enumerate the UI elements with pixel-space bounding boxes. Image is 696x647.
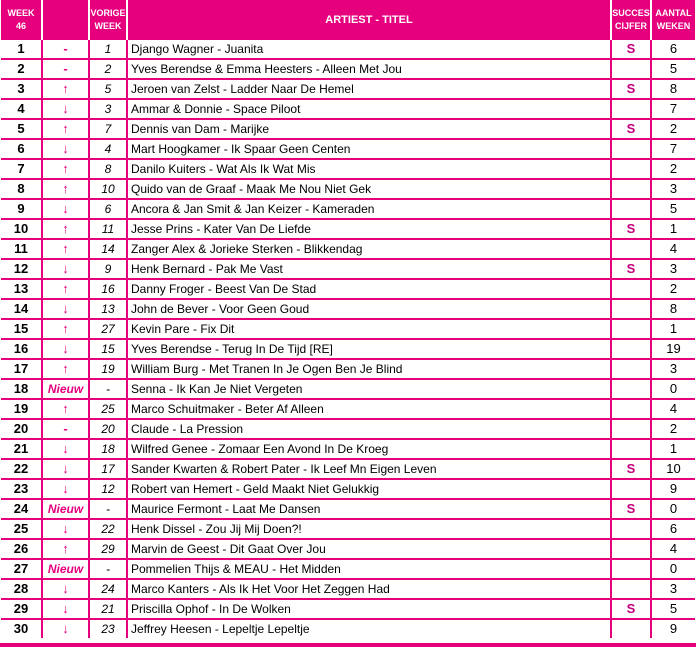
artist-title-cell: Yves Berendse & Emma Heesters - Alleen Met Jou — [127, 59, 611, 79]
movement-indicator: ↓ — [42, 199, 89, 219]
chart-row — [1, 519, 695, 539]
position-cell: 23 — [1, 479, 42, 499]
chart-row — [1, 219, 695, 239]
previous-position-cell: 14 — [89, 239, 127, 259]
movement-indicator: ↓ — [42, 599, 89, 619]
position-cell: 11 — [1, 239, 42, 259]
previous-position-cell: 13 — [89, 299, 127, 319]
previous-position-cell: 27 — [89, 319, 127, 339]
chart-row — [1, 179, 695, 199]
movement-indicator: ↓ — [42, 339, 89, 359]
chart-body — [1, 40, 695, 638]
chart-row — [1, 319, 695, 339]
previous-position-cell: 22 — [89, 519, 127, 539]
artist-title-cell: Zanger Alex & Jorieke Sterken - Blikkendag — [127, 239, 611, 259]
chart-row — [1, 59, 695, 79]
previous-position-cell: 5 — [89, 79, 127, 99]
header-succ-line2: CIJFER — [614, 21, 647, 31]
weeks-count-cell: 0 — [651, 499, 695, 519]
weeks-count-cell: 2 — [651, 119, 695, 139]
artist-title-cell: Robert van Hemert - Geld Maakt Niet Gelukkig — [127, 479, 611, 499]
position-cell: 14 — [1, 299, 42, 319]
position-cell: 17 — [1, 359, 42, 379]
chart-row — [1, 339, 695, 359]
artist-title-cell: Claude - La Pression — [127, 419, 611, 439]
header-succ — [611, 0, 651, 40]
weeks-count-cell: 3 — [651, 259, 695, 279]
previous-position-cell: 1 — [89, 40, 127, 59]
movement-indicator: ↑ — [42, 539, 89, 559]
chart-row — [1, 539, 695, 559]
succes-marker: S — [611, 40, 651, 59]
weeks-count-cell: 3 — [651, 359, 695, 379]
chart-row — [1, 379, 695, 399]
chart-row — [1, 479, 695, 499]
chart-row — [1, 159, 695, 179]
previous-position-cell: 10 — [89, 179, 127, 199]
artist-title-cell: Ammar & Donnie - Space Piloot — [127, 99, 611, 119]
artist-title-cell: Quido van de Graaf - Maak Me Nou Niet Gek — [127, 179, 611, 199]
succes-marker — [611, 619, 651, 638]
header-succ-line1: SUCCES — [612, 8, 650, 18]
header-prev-line2: WEEK — [94, 21, 122, 31]
position-cell: 3 — [1, 79, 42, 99]
artist-title-cell: Wilfred Genee - Zomaar Een Avond In De Kroeg — [127, 439, 611, 459]
movement-indicator: - — [42, 40, 89, 59]
chart-row — [1, 139, 695, 159]
succes-marker: S — [611, 259, 651, 279]
artist-title-cell: Senna - Ik Kan Je Niet Vergeten — [127, 379, 611, 399]
artist-title-cell: Jeroen van Zelst - Ladder Naar De Hemel — [127, 79, 611, 99]
previous-position-cell: 18 — [89, 439, 127, 459]
succes-marker — [611, 159, 651, 179]
artist-title-cell: Marco Schuitmaker - Beter Af Alleen — [127, 399, 611, 419]
chart-row — [1, 40, 695, 59]
artist-title-cell: Yves Berendse - Terug In De Tijd [RE] — [127, 339, 611, 359]
chart-row — [1, 399, 695, 419]
previous-position-cell: 7 — [89, 119, 127, 139]
succes-marker — [611, 239, 651, 259]
succes-marker — [611, 99, 651, 119]
weeks-count-cell: 7 — [651, 99, 695, 119]
chart-row — [1, 279, 695, 299]
weeks-count-cell: 0 — [651, 559, 695, 579]
artist-title-cell: Henk Dissel - Zou Jij Mij Doen?! — [127, 519, 611, 539]
succes-marker — [611, 539, 651, 559]
weeks-count-cell: 5 — [651, 59, 695, 79]
movement-indicator: - — [42, 419, 89, 439]
movement-indicator: Nieuw — [42, 379, 89, 399]
weeks-count-cell: 4 — [651, 399, 695, 419]
movement-indicator: ↓ — [42, 619, 89, 638]
previous-position-cell: 12 — [89, 479, 127, 499]
weeks-count-cell: 2 — [651, 159, 695, 179]
header-week — [1, 0, 42, 40]
position-cell: 1 — [1, 40, 42, 59]
artist-title-cell: Marvin de Geest - Dit Gaat Over Jou — [127, 539, 611, 559]
weeks-count-cell: 9 — [651, 479, 695, 499]
movement-indicator: ↓ — [42, 439, 89, 459]
header-row — [1, 0, 695, 40]
position-cell: 20 — [1, 419, 42, 439]
succes-marker — [611, 59, 651, 79]
artist-title-cell: Marco Kanters - Als Ik Het Voor Het Zeggen Had — [127, 579, 611, 599]
movement-indicator: ↑ — [42, 179, 89, 199]
succes-marker: S — [611, 79, 651, 99]
previous-position-cell: - — [89, 499, 127, 519]
movement-indicator: Nieuw — [42, 559, 89, 579]
weeks-count-cell: 0 — [651, 379, 695, 399]
position-cell: 13 — [1, 279, 42, 299]
previous-position-cell: 9 — [89, 259, 127, 279]
artist-title-cell: Maurice Fermont - Laat Me Dansen — [127, 499, 611, 519]
position-cell: 26 — [1, 539, 42, 559]
previous-position-cell: 25 — [89, 399, 127, 419]
artist-title-cell: Django Wagner - Juanita — [127, 40, 611, 59]
position-cell: 4 — [1, 99, 42, 119]
artist-title-cell: Kevin Pare - Fix Dit — [127, 319, 611, 339]
succes-marker — [611, 339, 651, 359]
succes-marker — [611, 279, 651, 299]
artist-title-cell: Dennis van Dam - Marijke — [127, 119, 611, 139]
previous-position-cell: 19 — [89, 359, 127, 379]
succes-marker — [611, 559, 651, 579]
chart-row — [1, 359, 695, 379]
position-cell: 24 — [1, 499, 42, 519]
weeks-count-cell: 3 — [651, 579, 695, 599]
artist-title-cell: John de Bever - Voor Geen Goud — [127, 299, 611, 319]
weeks-count-cell: 19 — [651, 339, 695, 359]
weeks-count-cell: 5 — [651, 199, 695, 219]
previous-position-cell: 11 — [89, 219, 127, 239]
succes-marker — [611, 199, 651, 219]
previous-position-cell: 16 — [89, 279, 127, 299]
succes-marker — [611, 359, 651, 379]
movement-indicator: ↑ — [42, 119, 89, 139]
header-weeks-line2: WEKEN — [656, 21, 691, 31]
succes-marker — [611, 479, 651, 499]
position-cell: 12 — [1, 259, 42, 279]
artist-title-cell: Sander Kwarten & Robert Pater - Ik Leef Mn Eigen Leven — [127, 459, 611, 479]
previous-position-cell: 3 — [89, 99, 127, 119]
weeks-count-cell: 8 — [651, 299, 695, 319]
artist-title-cell: Pommelien Thijs & MEAU - Het Midden — [127, 559, 611, 579]
position-cell: 18 — [1, 379, 42, 399]
movement-indicator: ↓ — [42, 99, 89, 119]
header-week-number: 46 — [15, 21, 26, 31]
weeks-count-cell: 7 — [651, 139, 695, 159]
movement-indicator: - — [42, 59, 89, 79]
artist-title-cell: Mart Hoogkamer - Ik Spaar Geen Centen — [127, 139, 611, 159]
position-cell: 27 — [1, 559, 42, 579]
position-cell: 25 — [1, 519, 42, 539]
position-cell: 5 — [1, 119, 42, 139]
position-cell: 15 — [1, 319, 42, 339]
weeks-count-cell: 9 — [669, 621, 678, 636]
chart-row — [1, 439, 695, 459]
chart-row — [1, 579, 695, 599]
position-cell: 19 — [1, 399, 42, 419]
chart-row — [1, 459, 695, 479]
previous-position-cell: 6 — [89, 199, 127, 219]
chart-table — [1, 0, 695, 638]
previous-position-cell: 8 — [89, 159, 127, 179]
movement-indicator: ↓ — [42, 519, 89, 539]
chart-row — [1, 559, 695, 579]
previous-position-cell: 23 — [89, 619, 127, 638]
position-cell: 6 — [1, 139, 42, 159]
header-title: ARTIEST - TITEL — [127, 0, 611, 40]
artist-title-cell: William Burg - Met Tranen In Je Ogen Ben Je Blind — [127, 359, 611, 379]
succes-marker: S — [611, 459, 651, 479]
position-cell: 29 — [1, 599, 42, 619]
movement-indicator: ↑ — [42, 279, 89, 299]
previous-position-cell: 15 — [89, 339, 127, 359]
artist-title-cell: Danny Froger - Beest Van De Stad — [127, 279, 611, 299]
weeks-count-cell: 8 — [651, 79, 695, 99]
succes-marker — [611, 299, 651, 319]
movement-indicator: ↑ — [42, 239, 89, 259]
position-cell: 21 — [1, 439, 42, 459]
previous-position-cell: 20 — [89, 419, 127, 439]
position-cell: 2 — [1, 59, 42, 79]
movement-indicator: ↑ — [42, 79, 89, 99]
position-cell: 28 — [1, 579, 42, 599]
chart-row — [1, 499, 695, 519]
chart-row — [1, 619, 695, 638]
weeks-count-cell: 6 — [651, 519, 695, 539]
header-prev-line1: VORIGE — [90, 8, 126, 18]
movement-indicator: ↓ — [42, 479, 89, 499]
weeks-count-cell: 3 — [651, 179, 695, 199]
succes-marker — [611, 399, 651, 419]
previous-position-cell: 2 — [89, 59, 127, 79]
header-weeks-line1: AANTAL — [655, 8, 692, 18]
previous-position-cell: - — [89, 559, 127, 579]
weeks-count-cell: 2 — [651, 279, 695, 299]
succes-marker — [611, 319, 651, 339]
position-cell: 22 — [1, 459, 42, 479]
chart-row — [1, 419, 695, 439]
weeks-count-cell: 5 — [651, 599, 695, 619]
chart-row — [1, 79, 695, 99]
movement-indicator: ↓ — [42, 299, 89, 319]
weeks-count-cell: 4 — [651, 539, 695, 559]
previous-position-cell: 29 — [89, 539, 127, 559]
position-cell: 9 — [1, 199, 42, 219]
position-cell: 10 — [1, 219, 42, 239]
artist-title-cell: Jeffrey Heesen - Lepeltje Lepeltje — [127, 619, 611, 638]
header-prev — [89, 0, 127, 40]
weeks-count-cell: 4 — [651, 239, 695, 259]
succes-marker: S — [611, 119, 651, 139]
movement-indicator: ↓ — [42, 259, 89, 279]
artist-title-cell: Ancora & Jan Smit & Jan Keizer - Kameraden — [127, 199, 611, 219]
weeks-count-cell: 1 — [651, 439, 695, 459]
succes-marker — [611, 139, 651, 159]
movement-indicator: Nieuw — [42, 499, 89, 519]
chart-row — [1, 239, 695, 259]
artist-title-cell: Jesse Prins - Kater Van De Liefde — [127, 219, 611, 239]
previous-position-cell: - — [89, 379, 127, 399]
succes-marker: S — [611, 599, 651, 619]
movement-indicator: ↓ — [42, 579, 89, 599]
movement-indicator: ↓ — [42, 139, 89, 159]
chart-row — [1, 199, 695, 219]
movement-indicator: ↑ — [42, 319, 89, 339]
chart-row — [1, 119, 695, 139]
succes-marker — [611, 419, 651, 439]
succes-marker — [611, 379, 651, 399]
artist-title-cell: Danilo Kuiters - Wat Als Ik Wat Mis — [127, 159, 611, 179]
movement-indicator: ↓ — [42, 459, 89, 479]
chart-row — [1, 599, 695, 619]
previous-position-cell: 24 — [89, 579, 127, 599]
succes-marker: S — [611, 219, 651, 239]
movement-indicator: ↑ — [42, 359, 89, 379]
chart-row — [1, 99, 695, 119]
chart-row — [1, 299, 695, 319]
position-cell: 8 — [1, 179, 42, 199]
bottom-bar — [0, 643, 696, 647]
movement-indicator: ↑ — [42, 399, 89, 419]
movement-indicator: ↑ — [42, 219, 89, 239]
weeks-count-cell: 1 — [651, 219, 695, 239]
succes-marker — [611, 179, 651, 199]
artist-title-cell: Priscilla Ophof - In De Wolken — [127, 599, 611, 619]
previous-position-cell: 17 — [89, 459, 127, 479]
succes-marker — [611, 579, 651, 599]
succes-marker — [611, 439, 651, 459]
chart-row — [1, 259, 695, 279]
previous-position-cell: 4 — [89, 139, 127, 159]
header-weeks — [651, 0, 695, 40]
artist-title-cell: Henk Bernard - Pak Me Vast — [127, 259, 611, 279]
weeks-count-cell: 10 — [651, 459, 695, 479]
position-cell: 16 — [1, 339, 42, 359]
position-cell: 30 — [1, 619, 42, 638]
succes-marker: S — [611, 499, 651, 519]
succes-marker — [611, 519, 651, 539]
movement-indicator: ↑ — [42, 159, 89, 179]
previous-position-cell: 21 — [89, 599, 127, 619]
header-week-label: WEEK — [7, 8, 35, 18]
weeks-count-cell: 2 — [651, 419, 695, 439]
header-move — [42, 0, 89, 40]
weeks-count-cell: 6 — [651, 40, 695, 59]
position-cell: 7 — [1, 159, 42, 179]
weeks-count-cell: 1 — [651, 319, 695, 339]
